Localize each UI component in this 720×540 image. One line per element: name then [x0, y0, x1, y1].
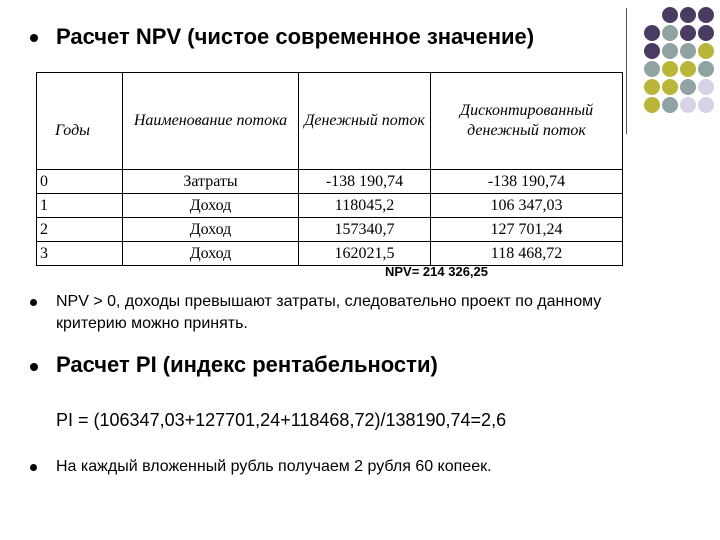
- table-cell-year: 3: [37, 242, 123, 266]
- table-cell-flow: -138 190,74: [299, 170, 431, 194]
- decor-dot: [698, 79, 714, 95]
- decor-dot: [662, 61, 678, 77]
- decor-dot: [680, 43, 696, 59]
- decor-dot: [698, 97, 714, 113]
- table-cell-name: Доход: [123, 242, 299, 266]
- decor-dot: [680, 79, 696, 95]
- column-header: Годы: [37, 73, 123, 170]
- table-row: [37, 218, 623, 242]
- table-cell-discounted: 127 701,24: [431, 218, 623, 242]
- decor-dot: [662, 7, 678, 23]
- page-title: Расчет NPV (чистое современное значение): [56, 24, 535, 49]
- table-cell-name: Доход: [123, 194, 299, 218]
- column-header: Дисконтированный денежный поток: [431, 73, 623, 170]
- npv-table: [36, 72, 623, 266]
- bullet-icon: [30, 464, 37, 471]
- decor-dot: [698, 61, 714, 77]
- decor-dot: [644, 61, 660, 77]
- pi-formula: PI = (106347,03+127701,24+118468,72)/138190,74=2,6: [56, 410, 507, 430]
- decor-dot: [680, 61, 696, 77]
- table-header-row: [37, 73, 623, 170]
- table-cell-year: 2: [37, 218, 123, 242]
- table-cell-discounted: 106 347,03: [431, 194, 623, 218]
- decor-dot: [644, 97, 660, 113]
- table-row: [37, 194, 623, 218]
- bullet-icon: [30, 363, 38, 371]
- table-cell-flow: 118045,2: [299, 194, 431, 218]
- decor-dot: [662, 43, 678, 59]
- bullet-icon: [30, 299, 37, 306]
- table-cell-year: 1: [37, 194, 123, 218]
- npv-conclusion: NPV > 0, доходы превышают затраты, следовательно проект по данному критерию можно принять.: [56, 293, 602, 332]
- decor-dot: [644, 79, 660, 95]
- table-cell-name: Затраты: [123, 170, 299, 194]
- table-row: [37, 242, 623, 266]
- table-row: [37, 170, 623, 194]
- decor-dot: [662, 25, 678, 41]
- table-cell-flow: 162021,5: [299, 242, 431, 266]
- decor-dot: [698, 25, 714, 41]
- decor-dot: [698, 43, 714, 59]
- pi-conclusion: На каждый вложенный рубль получаем 2 рубля 60 копеек.: [56, 458, 492, 475]
- npv-total: NPV= 214 326,25: [385, 264, 488, 279]
- bullet-icon: [30, 34, 38, 42]
- table-cell-discounted: -138 190,74: [431, 170, 623, 194]
- decor-dot: [662, 79, 678, 95]
- table-cell-name: Доход: [123, 218, 299, 242]
- decorative-dot-grid: [638, 7, 718, 127]
- table-cell-discounted: 118 468,72: [431, 242, 623, 266]
- decor-dot: [644, 43, 660, 59]
- column-header: Денежный поток: [299, 73, 431, 170]
- decor-dot: [662, 97, 678, 113]
- decor-dot: [680, 25, 696, 41]
- decor-dot: [698, 7, 714, 23]
- divider-line: [626, 8, 627, 134]
- column-header: Наименование потока: [123, 73, 299, 170]
- section-title-pi: Расчет PI (индекс рентабельности): [56, 352, 438, 377]
- table-cell-year: 0: [37, 170, 123, 194]
- table-cell-flow: 157340,7: [299, 218, 431, 242]
- decor-dot: [680, 97, 696, 113]
- decor-dot: [644, 25, 660, 41]
- decor-dot: [680, 7, 696, 23]
